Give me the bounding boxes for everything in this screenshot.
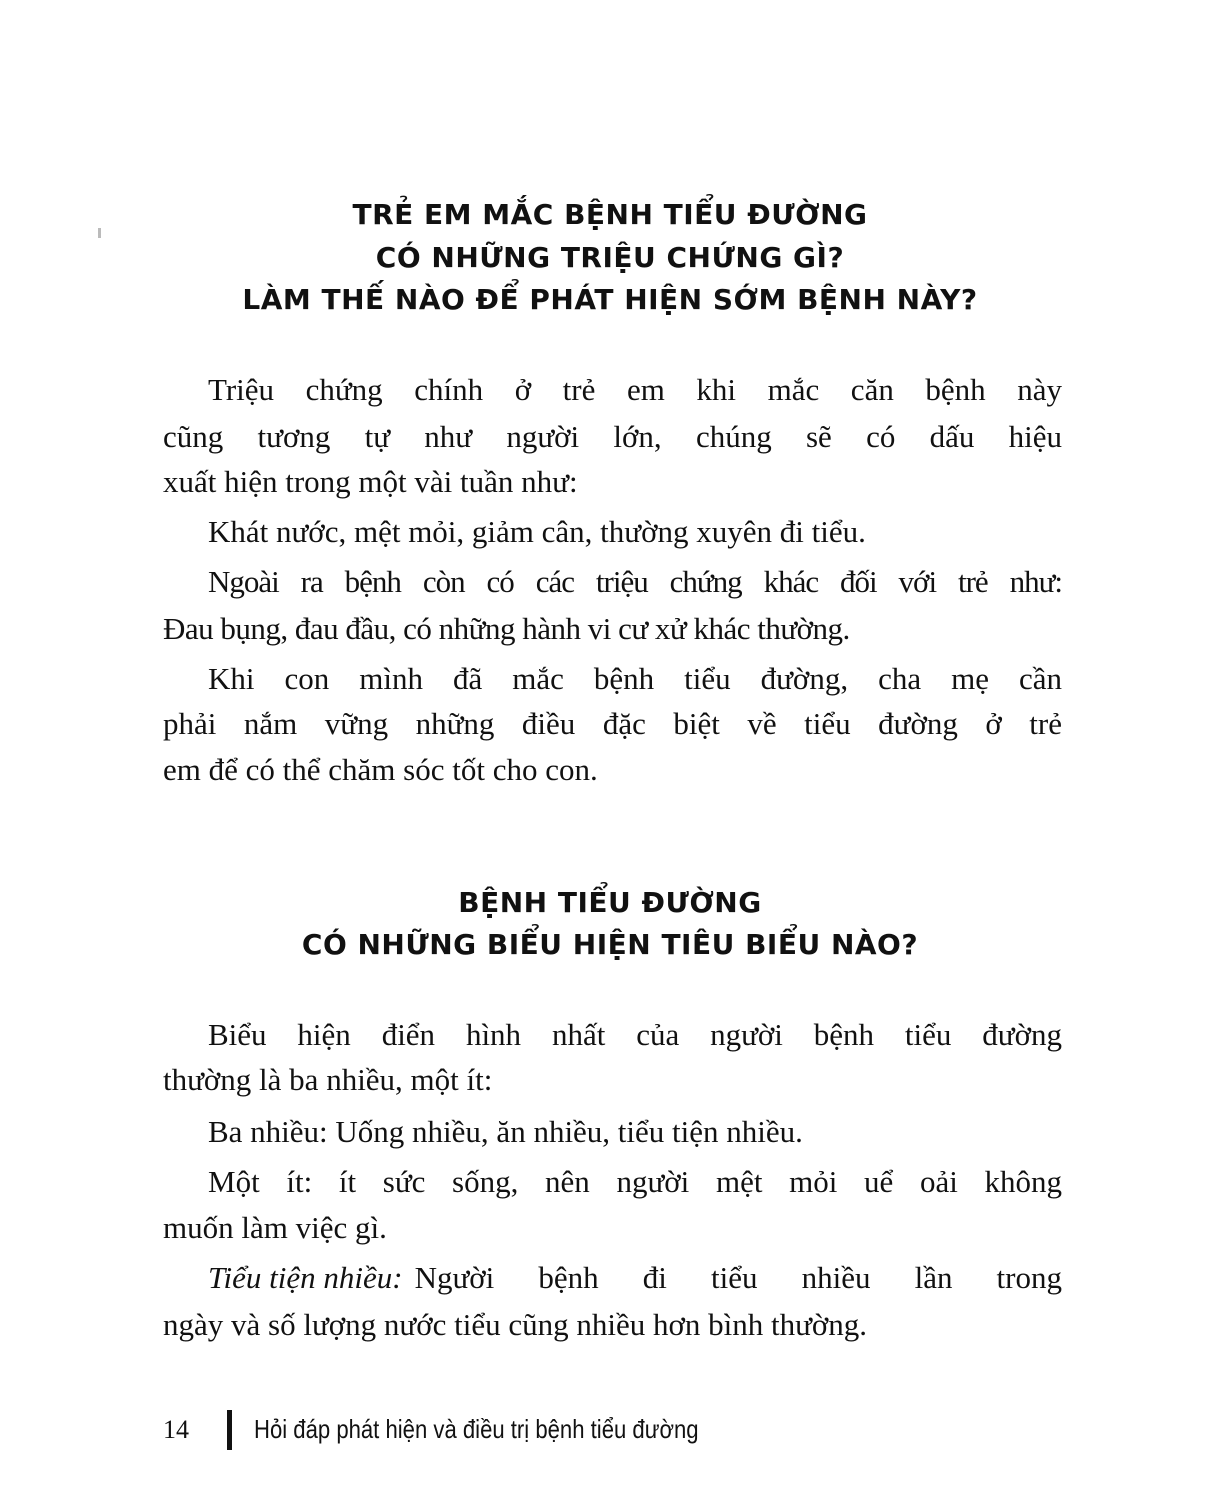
body-line: ngày và số lượng nước tiểu cũng nhiều hơn bình thường. — [163, 1307, 868, 1342]
body-line: Triệu chứng chính ở trẻ em khi mắc căn bệnh này — [208, 372, 1062, 407]
section-2-heading-line-1: BỆNH TIỂU ĐƯỜNG — [458, 886, 762, 919]
section-2-heading-line-2: CÓ NHỮNG BIỂU HIỆN TIÊU BIỂU NÀO? — [301, 928, 919, 961]
body-line: Ba nhiều: Uống nhiều, ăn nhiều, tiểu tiện nhiều. — [208, 1114, 803, 1149]
running-footer-title: Hỏi đáp phát hiện và điều trị bệnh tiểu đường — [254, 1414, 699, 1444]
body-line: Biểu hiện điển hình nhất của người bệnh tiểu đường — [208, 1017, 1062, 1052]
body-line: thường là ba nhiều, một ít: — [163, 1062, 493, 1097]
body-line: Ngoài ra bệnh còn có các triệu chứng khác đối với trẻ như: — [208, 564, 1062, 599]
body-line: Khi con mình đã mắc bệnh tiểu đường, cha mẹ cần — [208, 661, 1062, 696]
body-line-rest: Người bệnh đi tiểu nhiều lần trong — [414, 1260, 1062, 1295]
body-line: Khát nước, mệt mỏi, giảm cân, thường xuyên đi tiểu. — [208, 514, 866, 549]
body-line: Đau bụng, đau đầu, có những hành vi cư xử khác thường. — [163, 611, 850, 646]
body-line: xuất hiện trong một vài tuần như: — [163, 464, 578, 499]
section-1-heading-line-2: CÓ NHỮNG TRIỆU CHỨNG GÌ? — [375, 241, 845, 274]
body-line: em để có thể chăm sóc tốt cho con. — [163, 752, 598, 787]
section-1-heading-line-1: TRẺ EM MẮC BỆNH TIỂU ĐƯỜNG — [352, 198, 868, 231]
body-line: cũng tương tự như người lớn, chúng sẽ có dấu hiệu — [163, 419, 1062, 454]
italic-lead: Tiểu tiện nhiều: — [208, 1260, 403, 1295]
body-line: phải nắm vững những điều đặc biệt về tiểu đường ở trẻ — [163, 706, 1062, 741]
body-line — [208, 1258, 1062, 1298]
body-line: muốn làm việc gì. — [163, 1210, 387, 1245]
footer-divider — [227, 1410, 232, 1450]
page-number: 14 — [163, 1415, 189, 1444]
body-line: Một ít: ít sức sống, nên người mệt mỏi uể oải không — [208, 1164, 1062, 1199]
section-1-heading-line-3: LÀM THẾ NÀO ĐỂ PHÁT HIỆN SỚM BỆNH NÀY? — [242, 283, 978, 316]
